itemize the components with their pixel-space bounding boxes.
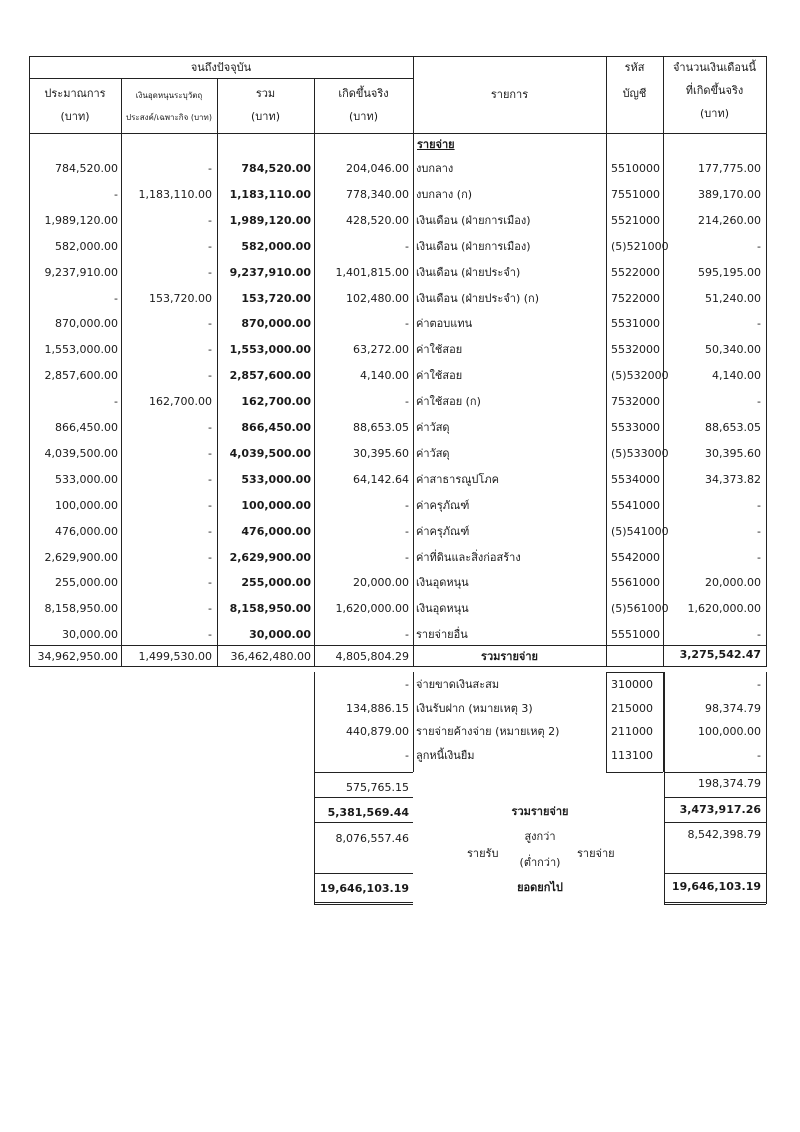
cell-month: - <box>757 678 761 691</box>
cell-item: ค่าใช้สอย <box>416 343 463 356</box>
cell-item: เงินเดือน (ฝ่ายการเมือง) <box>416 240 531 253</box>
cell-estimate: 30,000.00 <box>62 628 118 641</box>
cell-month: 595,195.00 <box>698 266 761 279</box>
header-code-line1: รหัส <box>624 61 645 74</box>
diff-higher: สูงกว่า <box>524 830 556 843</box>
cell-item: ค่าวัสดุ <box>416 447 450 460</box>
cell-code: 5534000 <box>611 473 660 486</box>
cell-code: 5521000 <box>611 214 660 227</box>
cell-month: 177,775.00 <box>698 162 761 175</box>
cell-code: (5)533000 <box>611 447 669 460</box>
cell-item: งบกลาง <box>416 162 454 175</box>
header-total: รวม <box>255 87 276 100</box>
cell-reserve: - <box>208 628 212 641</box>
cell-month: - <box>757 628 761 641</box>
cell-month: 50,340.00 <box>705 343 761 356</box>
cell-total: 870,000.00 <box>241 317 311 330</box>
group-title: จนถึงปัจจุบัน <box>190 61 252 74</box>
cell-reserve: - <box>208 499 212 512</box>
cell-total: 784,520.00 <box>241 162 311 175</box>
cell-month: 4,140.00 <box>712 369 761 382</box>
cell-reserve: - <box>208 343 212 356</box>
cell-actual: - <box>405 499 409 512</box>
total-actual: 4,805,804.29 <box>335 650 409 663</box>
cell-estimate: 255,000.00 <box>55 576 118 589</box>
cell-estimate: 582,000.00 <box>55 240 118 253</box>
diff-lower: (ต่ำกว่า) <box>519 856 561 869</box>
cell-code: 5532000 <box>611 343 660 356</box>
cell-total: 866,450.00 <box>241 421 311 434</box>
cell-estimate: 476,000.00 <box>55 525 118 538</box>
cell-reserve: - <box>208 369 212 382</box>
cell-actual: 440,879.00 <box>346 725 409 738</box>
diff-month: 8,542,398.79 <box>687 828 761 841</box>
header-actual: เกิดขึ้นจริง <box>338 87 389 100</box>
cell-item: เงินเดือน (ฝ่ายประจำ) <box>416 266 521 279</box>
cell-month: 389,170.00 <box>698 188 761 201</box>
cell-reserve: - <box>208 317 212 330</box>
header-month-line1: จำนวนเงินเดือนนี้ <box>672 61 757 74</box>
cell-item: ค่าใช้สอย (ก) <box>416 395 481 408</box>
cell-item: ค่าตอบแทน <box>416 317 473 330</box>
header-month-line2: ที่เกิดขึ้นจริง <box>685 84 744 97</box>
cell-code: (5)561000 <box>611 602 669 615</box>
cell-total: 1,183,110.00 <box>229 188 311 201</box>
cell-code: 310000 <box>611 678 653 691</box>
cell-actual: 20,000.00 <box>353 576 409 589</box>
cell-month: 98,374.79 <box>705 702 761 715</box>
cell-actual: 1,620,000.00 <box>335 602 409 615</box>
cell-actual: - <box>405 678 409 691</box>
cell-reserve: - <box>208 551 212 564</box>
cell-estimate: 870,000.00 <box>55 317 118 330</box>
cell-month: 51,240.00 <box>705 292 761 305</box>
cell-code: 5541000 <box>611 499 660 512</box>
cell-actual: - <box>405 395 409 408</box>
cell-code: 5561000 <box>611 576 660 589</box>
section-title: รายจ่าย <box>417 138 455 151</box>
subtotal-actual: 575,765.15 <box>346 781 409 794</box>
cell-item: ค่าครุภัณฑ์ <box>416 499 470 512</box>
cell-code: 5533000 <box>611 421 660 434</box>
cell-item: ค่าครุภัณฑ์ <box>416 525 470 538</box>
cell-item: เงินอุดหนุน <box>416 602 469 615</box>
total-estimate: 34,962,950.00 <box>37 650 118 663</box>
cell-month: 34,373.82 <box>705 473 761 486</box>
cell-total: 1,989,120.00 <box>229 214 311 227</box>
cell-reserve: 153,720.00 <box>149 292 212 305</box>
cell-code: 7551000 <box>611 188 660 201</box>
cell-code: (5)541000 <box>611 525 669 538</box>
cell-item: ค่าวัสดุ <box>416 421 450 434</box>
cell-total: 30,000.00 <box>249 628 311 641</box>
grand-month: 3,473,917.26 <box>679 803 761 816</box>
cell-item: เงินเดือน (ฝ่ายประจำ) (ก) <box>416 292 539 305</box>
cell-month: 88,653.05 <box>705 421 761 434</box>
diff-income: รายรับ <box>467 847 499 860</box>
cell-total: 8,158,950.00 <box>229 602 311 615</box>
cell-code: 5551000 <box>611 628 660 641</box>
cell-month: - <box>757 395 761 408</box>
cell-reserve: - <box>208 266 212 279</box>
cell-reserve: - <box>208 473 212 486</box>
cell-item: เงินรับฝาก (หมายเหตุ 3) <box>416 702 533 715</box>
cell-code: 5531000 <box>611 317 660 330</box>
cell-actual: - <box>405 317 409 330</box>
cell-month: - <box>757 240 761 253</box>
cell-total: 100,000.00 <box>241 499 311 512</box>
total-total: 36,462,480.00 <box>230 650 311 663</box>
cell-month: 30,395.60 <box>705 447 761 460</box>
cell-code: 5542000 <box>611 551 660 564</box>
diff-expense: รายจ่าย <box>577 847 615 860</box>
cell-code: 211000 <box>611 725 653 738</box>
carry-month: 19,646,103.19 <box>671 880 761 893</box>
cell-code: 215000 <box>611 702 653 715</box>
cell-month: - <box>757 499 761 512</box>
cell-actual: 102,480.00 <box>346 292 409 305</box>
subtotal-month: 198,374.79 <box>698 777 761 790</box>
cell-month: 1,620,000.00 <box>687 602 761 615</box>
carry-label: ยอดยกไป <box>517 881 563 894</box>
header-total-unit: (บาท) <box>251 110 280 123</box>
cell-code: 7522000 <box>611 292 660 305</box>
cell-code: 5522000 <box>611 266 660 279</box>
header-estimate: ประมาณการ <box>44 87 106 100</box>
cell-reserve: - <box>208 447 212 460</box>
cell-actual: 88,653.05 <box>353 421 409 434</box>
cell-total: 4,039,500.00 <box>229 447 311 460</box>
cell-item: เงินอุดหนุน <box>416 576 469 589</box>
cell-reserve: 1,183,110.00 <box>138 188 212 201</box>
cell-item: เงินเดือน (ฝ่ายการเมือง) <box>416 214 531 227</box>
cell-estimate: - <box>114 292 118 305</box>
cell-estimate: 4,039,500.00 <box>44 447 118 460</box>
cell-month: - <box>757 551 761 564</box>
cell-month: 100,000.00 <box>698 725 761 738</box>
cell-actual: - <box>405 240 409 253</box>
cell-item: ลูกหนี้เงินยืม <box>416 749 475 762</box>
cell-estimate: 866,450.00 <box>55 421 118 434</box>
cell-code: 113100 <box>611 749 653 762</box>
cell-estimate: 8,158,950.00 <box>44 602 118 615</box>
cell-actual: - <box>405 749 409 762</box>
cell-code: (5)521000 <box>611 240 669 253</box>
grand-actual: 5,381,569.44 <box>327 806 409 819</box>
cell-actual: 63,272.00 <box>353 343 409 356</box>
cell-total: 582,000.00 <box>241 240 311 253</box>
total-label: รวมรายจ่าย <box>481 650 538 663</box>
cell-item: ค่าที่ดินและสิ่งก่อสร้าง <box>416 551 521 564</box>
cell-estimate: 1,553,000.00 <box>44 343 118 356</box>
cell-estimate: - <box>114 188 118 201</box>
total-month: 3,275,542.47 <box>679 648 761 661</box>
cell-total: 162,700.00 <box>241 395 311 408</box>
total-reserve: 1,499,530.00 <box>138 650 212 663</box>
header-actual-unit: (บาท) <box>349 110 378 123</box>
cell-total: 476,000.00 <box>241 525 311 538</box>
cell-month: 214,260.00 <box>698 214 761 227</box>
header-code-line2: บัญชี <box>622 87 647 100</box>
cell-estimate: 533,000.00 <box>55 473 118 486</box>
cell-actual: 30,395.60 <box>353 447 409 460</box>
cell-actual: 778,340.00 <box>346 188 409 201</box>
header-item: รายการ <box>490 88 529 101</box>
cell-total: 2,629,900.00 <box>229 551 311 564</box>
carry-actual: 19,646,103.19 <box>319 882 409 895</box>
cell-actual: 1,401,815.00 <box>335 266 409 279</box>
cell-estimate: 9,237,910.00 <box>44 266 118 279</box>
cell-actual: - <box>405 551 409 564</box>
cell-actual: 428,520.00 <box>346 214 409 227</box>
cell-estimate: 1,989,120.00 <box>44 214 118 227</box>
cell-month: - <box>757 525 761 538</box>
cell-reserve: - <box>208 525 212 538</box>
cell-item: จ่ายขาดเงินสะสม <box>416 678 500 691</box>
cell-code: 5510000 <box>611 162 660 175</box>
cell-total: 255,000.00 <box>241 576 311 589</box>
cell-item: รายจ่ายค้างจ่าย (หมายเหตุ 2) <box>416 725 560 738</box>
cell-estimate: - <box>114 395 118 408</box>
cell-actual: 64,142.64 <box>353 473 409 486</box>
header-estimate-unit: (บาท) <box>60 110 90 123</box>
cell-total: 1,553,000.00 <box>229 343 311 356</box>
cell-total: 2,857,600.00 <box>229 369 311 382</box>
diff-actual: 8,076,557.46 <box>335 832 409 845</box>
cell-actual: - <box>405 525 409 538</box>
cell-reserve: 162,700.00 <box>149 395 212 408</box>
cell-actual: 4,140.00 <box>360 369 409 382</box>
cell-estimate: 100,000.00 <box>55 499 118 512</box>
cell-item: รายจ่ายอื่น <box>416 628 468 641</box>
cell-total: 533,000.00 <box>241 473 311 486</box>
cell-reserve: - <box>208 240 212 253</box>
cell-item: ค่าใช้สอย <box>416 369 463 382</box>
cell-month: - <box>757 317 761 330</box>
cell-actual: 134,886.15 <box>346 702 409 715</box>
cell-estimate: 784,520.00 <box>55 162 118 175</box>
cell-reserve: - <box>208 576 212 589</box>
cell-reserve: - <box>208 214 212 227</box>
cell-reserve: - <box>208 421 212 434</box>
cell-actual: 204,046.00 <box>346 162 409 175</box>
cell-total: 153,720.00 <box>241 292 311 305</box>
cell-reserve: - <box>208 602 212 615</box>
header-reserve-line1: เงินอุดหนุนระบุวัตถุ <box>135 91 203 100</box>
cell-total: 9,237,910.00 <box>229 266 311 279</box>
cell-estimate: 2,857,600.00 <box>44 369 118 382</box>
header-reserve-line2: ประสงค์/เฉพาะกิจ (บาท) <box>126 113 212 122</box>
cell-item: ค่าสาธารณูปโภค <box>416 473 499 486</box>
grand-label: รวมรายจ่าย <box>511 805 569 818</box>
cell-month: - <box>757 749 761 762</box>
cell-reserve: - <box>208 162 212 175</box>
cell-item: งบกลาง (ก) <box>416 188 473 201</box>
cell-estimate: 2,629,900.00 <box>44 551 118 564</box>
cell-code: (5)532000 <box>611 369 669 382</box>
cell-code: 7532000 <box>611 395 660 408</box>
header-month-unit: (บาท) <box>700 107 729 120</box>
cell-actual: - <box>405 628 409 641</box>
cell-month: 20,000.00 <box>705 576 761 589</box>
